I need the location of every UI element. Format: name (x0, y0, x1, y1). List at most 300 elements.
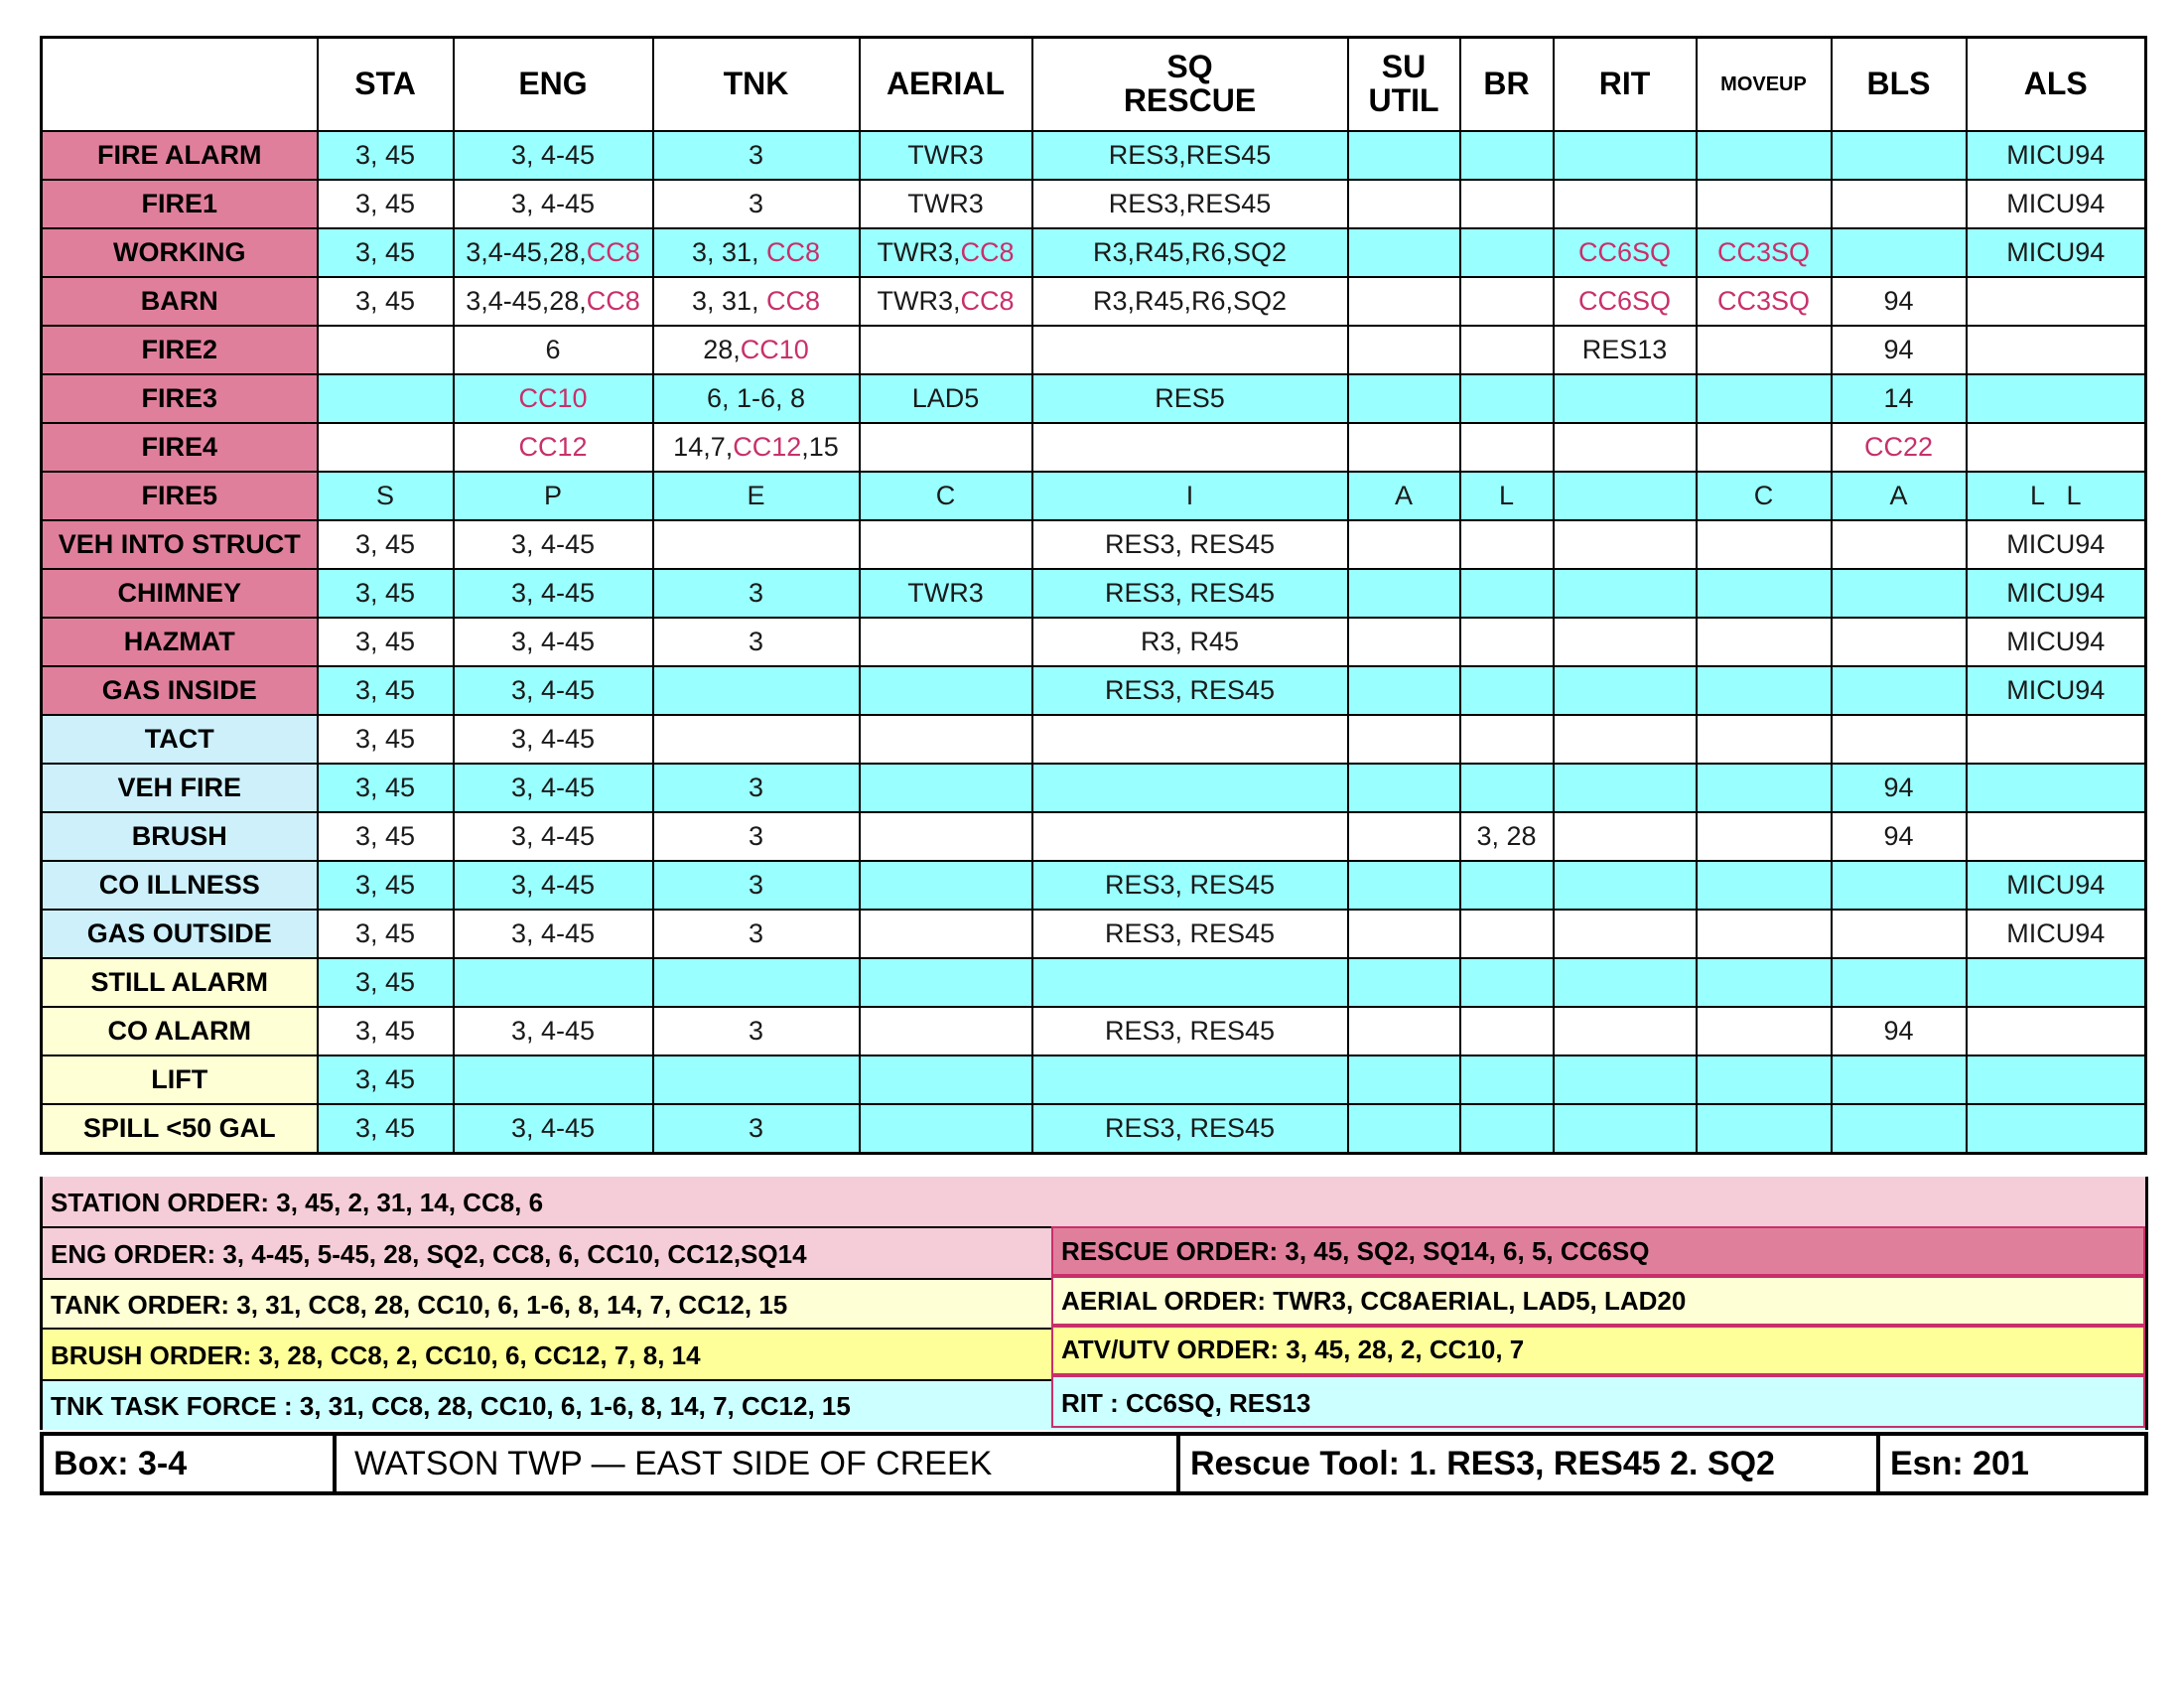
table-row (42, 131, 2146, 180)
box-number: Box: 3-4 (44, 1436, 337, 1491)
table-cell (1697, 277, 1832, 326)
cell-text: 3, 4-45 (510, 870, 596, 900)
table-cell (318, 1055, 454, 1104)
cell-text: 3, 45 (354, 1113, 416, 1143)
table-cell (454, 423, 653, 472)
cell-text: RES3, RES45 (1104, 1113, 1276, 1143)
tank-order: TANK ORDER: 3, 31, CC8, 28, CC10, 6, 1-6, 8, 14, 7, CC12, 15 (51, 1290, 788, 1320)
table-cell (1460, 910, 1554, 958)
table-cell (1832, 666, 1967, 715)
cell-text: 3, 31, (691, 286, 767, 316)
cell-text: MICU94 (2006, 918, 2106, 948)
table-cell (1832, 812, 1967, 861)
cell-text: 3, 4-45 (510, 1113, 596, 1143)
table-cell (454, 1007, 653, 1055)
table-row (42, 764, 2146, 812)
table-cell (318, 958, 454, 1007)
table-cell (1832, 1104, 1967, 1154)
table-row (42, 520, 2146, 569)
cell-text: E (747, 481, 765, 510)
table-cell (1032, 715, 1348, 764)
table-cell (653, 812, 860, 861)
table-cell (1967, 618, 2146, 666)
dispatch-matrix (40, 36, 2147, 1155)
cell-text: 3, 45 (354, 724, 416, 754)
row-label: STILL ALARM (42, 958, 318, 1007)
cell-text: RES3,RES45 (1108, 189, 1272, 218)
table-cell (454, 228, 653, 277)
cell-text: 14 (1883, 383, 1914, 413)
cell-text: 28, (703, 335, 741, 364)
table-cell (1832, 326, 1967, 374)
cell-text: 3, 45 (354, 870, 416, 900)
cell-text: C (1753, 481, 1774, 510)
cell-text: 3, 45 (354, 140, 416, 170)
table-cell (318, 569, 454, 618)
table-cell (1460, 520, 1554, 569)
table-cell (318, 180, 454, 228)
cell-text: 3, 45 (354, 1016, 416, 1046)
table-cell (318, 374, 454, 423)
table-cell (454, 812, 653, 861)
table-cell (860, 326, 1032, 374)
table-cell (318, 326, 454, 374)
table-row (42, 326, 2146, 374)
column-header: RIT (1554, 38, 1697, 132)
column-header: ALS (1967, 38, 2146, 132)
row-label: HAZMAT (42, 618, 318, 666)
table-cell (1348, 764, 1460, 812)
table-row (42, 812, 2146, 861)
row-label: GAS OUTSIDE (42, 910, 318, 958)
table-cell (860, 472, 1032, 520)
table-cell (653, 861, 860, 910)
cell-text: 3, 45 (354, 286, 416, 316)
table-cell (860, 423, 1032, 472)
table-cell (1832, 374, 1967, 423)
row-label: CHIMNEY (42, 569, 318, 618)
table-cell (653, 1007, 860, 1055)
table-cell (1032, 472, 1348, 520)
cell-text: RES3, RES45 (1104, 918, 1276, 948)
tnk-task-force: TNK TASK FORCE : 3, 31, CC8, 28, CC10, 6, 1-6, 8, 14, 7, CC12, 15 (51, 1391, 851, 1421)
table-cell (1348, 326, 1460, 374)
table-cell (1348, 569, 1460, 618)
table-cell (653, 958, 860, 1007)
table-cell (653, 569, 860, 618)
cell-text: 3, 4-45 (510, 773, 596, 802)
table-cell (1460, 180, 1554, 228)
table-cell (1460, 958, 1554, 1007)
table-cell (860, 715, 1032, 764)
row-label: FIRE4 (42, 423, 318, 472)
eng-order: ENG ORDER: 3, 4-45, 5-45, 28, SQ2, CC8, 6, CC10, CC12,SQ14 (51, 1239, 807, 1269)
cell-text: TWR3 (907, 189, 984, 218)
table-cell (1032, 180, 1348, 228)
cell-text: MICU94 (2006, 237, 2106, 267)
table-cell (1032, 374, 1348, 423)
cell-text: 3, 4-45 (510, 578, 596, 608)
table-cell (860, 180, 1032, 228)
table-cell (1697, 228, 1832, 277)
table-cell (1832, 180, 1967, 228)
table-row (42, 618, 2146, 666)
table-cell (1032, 764, 1348, 812)
table-cell (860, 520, 1032, 569)
row-label: FIRE ALARM (42, 131, 318, 180)
table-cell (1348, 1007, 1460, 1055)
cell-text: 3, 4-45 (510, 675, 596, 705)
table-cell (653, 666, 860, 715)
table-cell (1832, 423, 1967, 472)
cell-text: 3, 45 (354, 578, 416, 608)
table-cell (1348, 958, 1460, 1007)
table-cell (454, 326, 653, 374)
cell-text: RES5 (1155, 383, 1225, 413)
table-cell (1697, 131, 1832, 180)
table-cell (1554, 910, 1697, 958)
cell-text: 3, 4-45 (510, 821, 596, 851)
table-cell (1460, 472, 1554, 520)
table-cell (1554, 618, 1697, 666)
table-cell (1832, 520, 1967, 569)
table-cell (318, 472, 454, 520)
column-header: STA (318, 38, 454, 132)
table-cell (653, 228, 860, 277)
table-cell (653, 520, 860, 569)
row-label: BRUSH (42, 812, 318, 861)
table-cell (860, 1007, 1032, 1055)
table-cell (1832, 1055, 1967, 1104)
table-cell (1460, 764, 1554, 812)
table-cell (1032, 666, 1348, 715)
cell-text: 3, 45 (354, 237, 416, 267)
table-cell (1032, 812, 1348, 861)
cell-text: S (375, 481, 394, 510)
table-cell (653, 764, 860, 812)
table-cell (1032, 910, 1348, 958)
row-label: WORKING (42, 228, 318, 277)
table-cell (860, 374, 1032, 423)
cell-text: TWR3, (877, 237, 961, 267)
row-label: SPILL <50 GAL (42, 1104, 318, 1154)
esn-number: Esn: 201 (1890, 1444, 2029, 1482)
table-row (42, 228, 2146, 277)
table-cell (1697, 715, 1832, 764)
column-header (42, 38, 318, 132)
area-name: WATSON TWP — EAST SIDE OF CREEK (337, 1436, 1180, 1491)
cell-text: R3,R45,R6,SQ2 (1092, 237, 1288, 267)
table-cell (1032, 958, 1348, 1007)
cell-text: MICU94 (2006, 140, 2106, 170)
column-header: TNK (653, 38, 860, 132)
table-cell (1554, 569, 1697, 618)
table-cell (1032, 131, 1348, 180)
table-cell (1348, 228, 1460, 277)
cell-text: 3, 45 (354, 675, 416, 705)
row-label: FIRE5 (42, 472, 318, 520)
table-cell (1967, 228, 2146, 277)
table-cell (1967, 910, 2146, 958)
table-cell (1460, 618, 1554, 666)
cell-text: RES3, RES45 (1104, 1016, 1276, 1046)
cell-text-highlight: CC10 (518, 383, 588, 413)
table-cell (653, 131, 860, 180)
table-cell (1032, 326, 1348, 374)
cell-text: TWR3 (907, 140, 984, 170)
table-cell (454, 1055, 653, 1104)
atv-order: ATV/UTV ORDER: 3, 45, 28, 2, CC10, 7 (1061, 1335, 1525, 1364)
cell-text: I (1185, 481, 1194, 510)
cell-text: 3,4-45,28, (466, 286, 587, 316)
table-cell (653, 326, 860, 374)
cell-text-highlight: CC6SQ (1577, 237, 1672, 267)
row-label: FIRE1 (42, 180, 318, 228)
cell-text: R3, R45 (1140, 627, 1240, 656)
brush-order: BRUSH ORDER: 3, 28, CC8, 2, CC10, 6, CC12, 7, 8, 14 (51, 1340, 701, 1370)
table-row (42, 910, 2146, 958)
table-row (42, 180, 2146, 228)
orders-section (40, 1177, 2148, 1430)
table-cell (1697, 666, 1832, 715)
table-row (42, 715, 2146, 764)
table-cell (454, 1104, 653, 1154)
table-cell (318, 277, 454, 326)
table-cell (1967, 472, 2146, 520)
table-cell (860, 131, 1032, 180)
table-cell (1348, 180, 1460, 228)
table-cell (1832, 958, 1967, 1007)
table-row (42, 958, 2146, 1007)
table-cell (318, 764, 454, 812)
cell-text-highlight: CC12 (733, 432, 802, 462)
table-cell (318, 812, 454, 861)
cell-text: RES3,RES45 (1108, 140, 1272, 170)
table-cell (1460, 1055, 1554, 1104)
table-cell (318, 520, 454, 569)
table-cell (1832, 131, 1967, 180)
table-cell (1697, 812, 1832, 861)
table-cell (1697, 374, 1832, 423)
cell-text: RES13 (1581, 335, 1668, 364)
cell-text: 3 (748, 189, 764, 218)
cell-text: 3 (748, 578, 764, 608)
table-cell (1460, 277, 1554, 326)
table-cell (1697, 1007, 1832, 1055)
table-cell (860, 228, 1032, 277)
table-cell (1967, 666, 2146, 715)
cell-text: 3,4-45,28, (466, 237, 587, 267)
table-cell (1697, 326, 1832, 374)
table-cell (860, 666, 1032, 715)
column-header: BR (1460, 38, 1554, 132)
table-cell (1554, 228, 1697, 277)
rescue-order: RESCUE ORDER: 3, 45, SQ2, SQ14, 6, 5, CC6SQ (1061, 1236, 1650, 1266)
table-cell (1697, 1104, 1832, 1154)
cell-text: MICU94 (2006, 675, 2106, 705)
table-cell (1460, 666, 1554, 715)
cell-text-highlight: CC8 (766, 237, 821, 267)
cell-text: 94 (1883, 773, 1914, 802)
table-cell (1697, 861, 1832, 910)
table-cell (860, 861, 1032, 910)
table-row (42, 277, 2146, 326)
table-cell (653, 180, 860, 228)
table-cell (454, 958, 653, 1007)
table-cell (653, 423, 860, 472)
column-header-row (42, 38, 2146, 132)
cell-text: 3, 45 (354, 189, 416, 218)
table-cell (1348, 910, 1460, 958)
cell-text: 3, 45 (354, 967, 416, 997)
table-cell (1554, 423, 1697, 472)
table-cell (653, 1104, 860, 1154)
table-cell (1832, 569, 1967, 618)
cell-text: 3, 4-45 (510, 918, 596, 948)
cell-text-highlight: CC3SQ (1716, 286, 1811, 316)
table-cell (1460, 423, 1554, 472)
cell-text: 3, 4-45 (510, 189, 596, 218)
cell-text: 3, 45 (354, 529, 416, 559)
cell-text: 14,7, (673, 432, 734, 462)
cell-text-highlight: CC6SQ (1577, 286, 1672, 316)
cell-text: 3, 4-45 (510, 529, 596, 559)
table-cell (318, 618, 454, 666)
cell-text: MICU94 (2006, 627, 2106, 656)
table-cell (1554, 374, 1697, 423)
row-label: CO ILLNESS (42, 861, 318, 910)
table-cell (318, 666, 454, 715)
table-cell (1697, 569, 1832, 618)
table-cell (454, 618, 653, 666)
table-cell (1348, 618, 1460, 666)
cell-text: 3 (748, 1113, 764, 1143)
cell-text: A (1889, 481, 1908, 510)
table-cell (1554, 180, 1697, 228)
row-label: TACT (42, 715, 318, 764)
cell-text: MICU94 (2006, 189, 2106, 218)
table-cell (860, 277, 1032, 326)
table-cell (1697, 1055, 1832, 1104)
table-cell (1554, 861, 1697, 910)
table-cell (318, 910, 454, 958)
table-cell (1697, 472, 1832, 520)
table-cell (653, 910, 860, 958)
table-cell (860, 764, 1032, 812)
table-cell (1967, 569, 2146, 618)
column-header: BLS (1832, 38, 1967, 132)
table-cell (1032, 228, 1348, 277)
table-cell (318, 861, 454, 910)
cell-text: RES3, RES45 (1104, 578, 1276, 608)
table-cell (1460, 569, 1554, 618)
table-cell (1032, 1055, 1348, 1104)
table-cell (1967, 958, 2146, 1007)
column-header: SU UTIL (1348, 38, 1460, 132)
rit-order: RIT : CC6SQ, RES13 (1061, 1388, 1311, 1418)
table-cell (1967, 1007, 2146, 1055)
table-cell (1032, 520, 1348, 569)
row-label: FIRE2 (42, 326, 318, 374)
cell-text: TWR3, (877, 286, 961, 316)
cell-text: LAD5 (911, 383, 980, 413)
table-cell (1967, 715, 2146, 764)
table-cell (454, 861, 653, 910)
cell-text: 3, 4-45 (510, 140, 596, 170)
cell-text-highlight: CC3SQ (1716, 237, 1811, 267)
table-cell (860, 1055, 1032, 1104)
table-cell (1460, 228, 1554, 277)
table-cell (1697, 618, 1832, 666)
table-cell (1032, 1007, 1348, 1055)
table-cell (1460, 1104, 1554, 1154)
table-cell (454, 569, 653, 618)
table-cell (454, 666, 653, 715)
table-cell (1832, 618, 1967, 666)
table-cell (318, 131, 454, 180)
table-cell (1554, 1104, 1697, 1154)
table-cell (1554, 326, 1697, 374)
table-cell (1967, 131, 2146, 180)
table-cell (454, 764, 653, 812)
table-cell (1967, 180, 2146, 228)
table-row (42, 1055, 2146, 1104)
cell-text: TWR3 (907, 578, 984, 608)
table-cell (454, 715, 653, 764)
table-cell (1348, 472, 1460, 520)
table-cell (1348, 812, 1460, 861)
cell-text: 6 (545, 335, 561, 364)
cell-text-highlight: CC8 (766, 286, 821, 316)
table-cell (454, 131, 653, 180)
table-cell (1032, 618, 1348, 666)
cell-text: MICU94 (2006, 578, 2106, 608)
rescue-tool: Rescue Tool: 1. RES3, RES45 2. SQ2 (1180, 1436, 1880, 1491)
table-row (42, 666, 2146, 715)
cell-text-highlight: CC12 (518, 432, 588, 462)
table-cell (318, 1007, 454, 1055)
row-label: CO ALARM (42, 1007, 318, 1055)
table-cell (1832, 715, 1967, 764)
column-header: SQ RESCUE (1032, 38, 1348, 132)
footer-bar (40, 1432, 2148, 1495)
table-cell (1697, 423, 1832, 472)
cell-text: 3, 45 (354, 821, 416, 851)
cell-text: 3 (748, 918, 764, 948)
table-cell (454, 180, 653, 228)
cell-text: 3, 4-45 (510, 724, 596, 754)
table-row (42, 374, 2146, 423)
table-cell (1348, 131, 1460, 180)
table-cell (1032, 1104, 1348, 1154)
cell-text: 3 (748, 870, 764, 900)
cell-text: RES3, RES45 (1104, 529, 1276, 559)
table-cell (1697, 910, 1832, 958)
table-cell (1554, 1055, 1697, 1104)
table-cell (1032, 277, 1348, 326)
row-label: GAS INSIDE (42, 666, 318, 715)
table-cell (1554, 812, 1697, 861)
table-row (42, 423, 2146, 472)
table-cell (860, 1104, 1032, 1154)
table-cell (454, 472, 653, 520)
table-cell (1554, 666, 1697, 715)
table-cell (1460, 812, 1554, 861)
cell-text-highlight: CC8 (960, 286, 1015, 316)
cell-text: RES3, RES45 (1104, 675, 1276, 705)
cell-text: C (935, 481, 956, 510)
table-cell (1348, 666, 1460, 715)
